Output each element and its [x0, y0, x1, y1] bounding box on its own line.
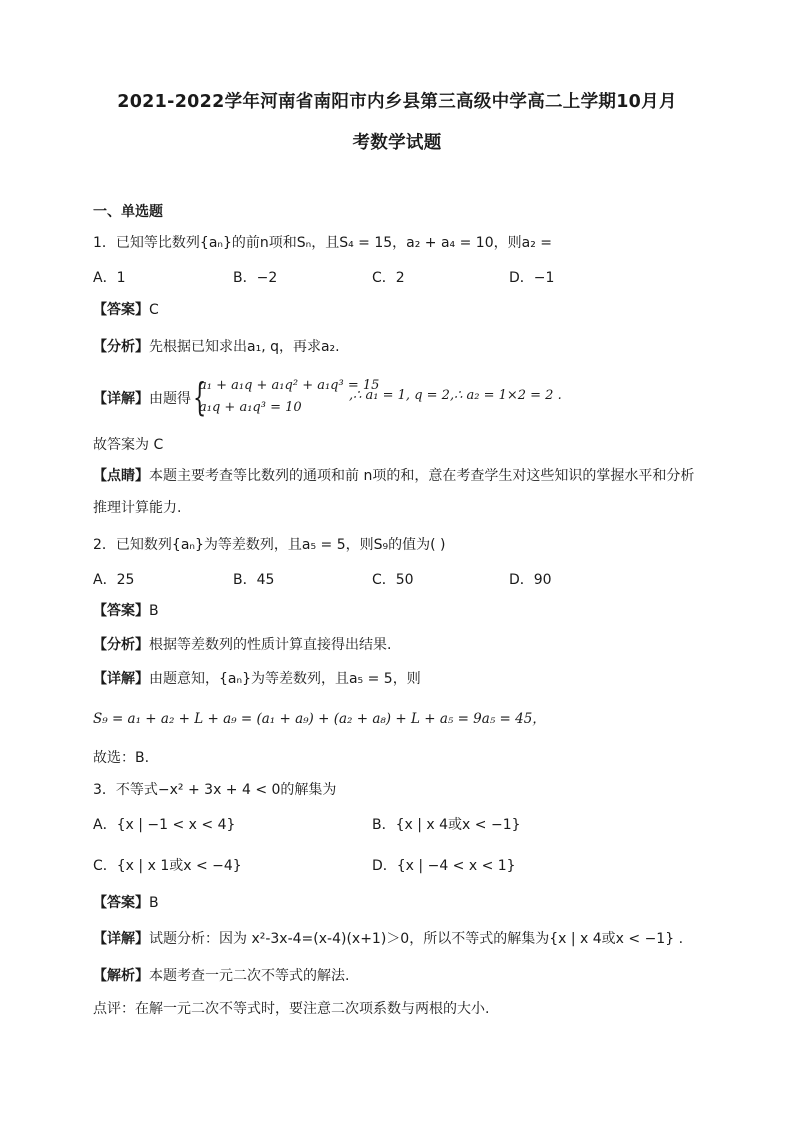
document-title-line1: 2021-2022学年河南省南阳市内乡县第三高级中学高二上学期10月月 [117, 92, 677, 112]
q3-option-c: C．{x | x 1或x < −4} [93, 858, 242, 874]
q2-option-a: A．25 [93, 572, 135, 588]
q2-detail [93, 669, 421, 689]
q1-option-b: B．−2 [233, 270, 278, 286]
q2-formula: S₉ = a₁ + a₂ + L + a₉ = (a₁ + a₉) + (a₂ + a₈) + L + a₅ = 9a₅ = 45， [93, 711, 546, 727]
q2-detail-tag: 【详解】 [93, 671, 149, 687]
q1-analysis [93, 337, 340, 357]
q2-analysis-text: 根据等差数列的性质计算直接得出结果. [149, 637, 392, 653]
q2-analysis [93, 635, 391, 655]
q3-jiexi-text: 本题考查一元二次不等式的解法. [149, 968, 350, 984]
q3-detail-text: 试题分析：因为 x²-3x-4=(x-4)(x+1)＞0，所以不等式的解集为{x | x 4或x < −1} . [149, 931, 684, 947]
q3-stem: 3．不等式−x² + 3x + 4 < 0的解集为 [93, 782, 337, 798]
q2-answer-value: B [149, 603, 159, 619]
q3-option-b: B．{x | x 4或x < −1} [372, 817, 521, 833]
q1-remark-continued: 推理计算能力. [93, 500, 182, 516]
q2-analysis-tag: 【分析】 [93, 637, 149, 653]
q3-answer-tag: 【答案】 [93, 895, 149, 911]
q1-stem: 1．已知等比数列{aₙ}的前n项和Sₙ，且S₄ = 15，a₂ + a₄ = 10，则a₂ = [93, 235, 552, 251]
q1-detail-prefix: 由题得 [149, 391, 191, 407]
q2-option-c: C．50 [372, 572, 414, 588]
q1-remark [93, 466, 694, 486]
q2-option-d: D．90 [509, 572, 552, 588]
q1-option-d: D．−1 [509, 270, 555, 286]
q2-answer [93, 601, 159, 621]
q1-equation-2: a₁q + a₁q³ = 10 [199, 400, 302, 415]
q3-jiexi [93, 966, 349, 986]
q1-remark-tag: 【点睛】 [93, 468, 149, 484]
q2-answer-tag: 【答案】 [93, 603, 149, 619]
q2-option-b: B．45 [233, 572, 275, 588]
q2-stem: 2．已知数列{aₙ}为等差数列，且a₅ = 5，则S₉的值为( ) [93, 537, 446, 553]
equation-brace: { [193, 375, 207, 419]
q1-answer-value: C [149, 302, 159, 318]
q3-option-d: D．{x | −4 < x < 1} [372, 858, 516, 874]
q3-detail-tag: 【详解】 [93, 931, 149, 947]
q2-detail-text: 由题意知，{aₙ}为等差数列，且a₅ = 5，则 [149, 671, 421, 687]
document-title-line2: 考数学试题 [352, 133, 442, 153]
q1-option-a: A．1 [93, 270, 126, 286]
q1-detail-result: ,∴ a₁ = 1, q = 2,∴ a₂ = 1×2 = 2 . [349, 388, 562, 403]
q3-answer [93, 893, 159, 913]
q1-detail-label [93, 388, 191, 408]
q1-answer-tag: 【答案】 [93, 302, 149, 318]
q1-detail-tag: 【详解】 [93, 391, 149, 407]
q1-analysis-tag: 【分析】 [93, 339, 149, 355]
q1-equation-1: a₁ + a₁q + a₁q² + a₁q³ = 15 [199, 378, 380, 393]
q1-conclusion: 故答案为 C [93, 437, 164, 453]
section-heading: 一、单选题 [93, 204, 163, 220]
q3-comment: 点评：在解一元二次不等式时，要注意二次项系数与两根的大小. [93, 1001, 490, 1017]
q1-analysis-text: 先根据已知求出a₁, q，再求a₂. [149, 339, 340, 355]
q1-option-c: C．2 [372, 270, 405, 286]
q2-conclusion: 故选：B. [93, 750, 150, 766]
q3-detail [93, 929, 683, 949]
q3-option-a: A．{x | −1 < x < 4} [93, 817, 236, 833]
q3-answer-value: B [149, 895, 159, 911]
q1-remark-text: 本题主要考查等比数列的通项和前 n项的和，意在考查学生对这些知识的掌握水平和分析 [149, 468, 695, 484]
q3-jiexi-tag: 【解析】 [93, 968, 149, 984]
q1-answer [93, 300, 159, 320]
